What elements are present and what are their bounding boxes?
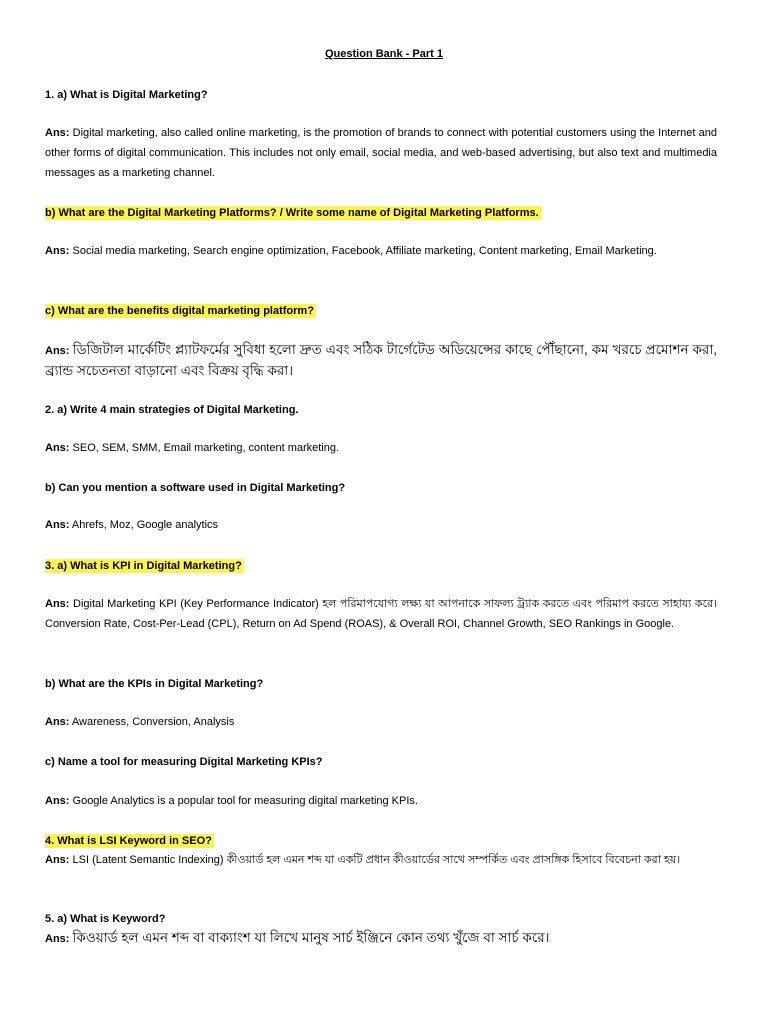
answer-label: Ans: <box>45 933 70 945</box>
answer-label: Ans: <box>45 127 70 139</box>
answer-1c <box>45 340 717 382</box>
answer-1a <box>45 123 717 183</box>
highlighted-question: 3. a) What is KPI in Digital Marketing? <box>45 560 242 572</box>
answer-text: Digital Marketing KPI (Key Performance Indicator) হল পরিমাপযোগ্য লক্ষ্য যা আপনাকে সাফল্য ট্র্যাক করতে এবং পরিমাপ করতে সাহায্য করে। Conversion Rate, Cost-Per-Lead (CPL), Return on Ad Spend (ROAS), & Overall ROI, Channel Growth, SEO Rankings in Google. <box>45 598 718 630</box>
answer-2b <box>45 515 717 535</box>
answer-text: LSI (Latent Semantic Indexing) কীওয়ার্ড হল এমন শব্দ যা একটি প্রধান কীওয়ার্ডের সাথে সম্পর্কিত এবং প্রাসঙ্গিক হিসাবে বিবেচনা করা হয়। <box>72 854 681 866</box>
answer-label: Ans: <box>45 854 70 866</box>
answer-3a <box>45 594 717 634</box>
question-2a: 2. a) Write 4 main strategies of Digital Marketing. <box>45 404 299 416</box>
question-2b: b) Can you mention a software used in Digital Marketing? <box>45 482 346 494</box>
answer-text: Ahrefs, Moz, Google analytics <box>71 519 219 531</box>
answer-text: Awareness, Conversion, Analysis <box>71 716 235 728</box>
answer-label: Ans: <box>45 519 70 531</box>
highlighted-question: b) What are the Digital Marketing Platforms? / Write some name of Digital Marketing Platforms. <box>45 207 539 219</box>
answer-text: SEO, SEM, SMM, Email marketing, content marketing. <box>72 442 340 454</box>
answer-2a <box>45 438 717 458</box>
answer-text: ডিজিটাল মার্কেটিং প্ল্যাটফর্মের সুবিধা হলো দ্রুত এবং সঠিক টার্গেটেড অডিয়েন্সের কাছে পৌঁছানো, কম খরচে প্রমোশন করা, ব্র্যান্ড সচেতনতা বাড়ানো এবং বিক্রয় বৃদ্ধি করা। <box>45 342 718 378</box>
answer-label: Ans: <box>45 598 70 610</box>
answer-text: Google Analytics is a popular tool for measuring digital marketing KPIs. <box>72 795 418 807</box>
question-4 <box>45 834 214 848</box>
answer-text: Digital marketing, also called online marketing, is the promotion of brands to connect with potential customers using the Internet and other forms of digital communication. This includes not only email, social media, and web-based advertising, but also text and multimedia messages as a marketing channel. <box>45 127 718 179</box>
page-title: Question Bank - Part 1 <box>325 48 443 60</box>
answer-text: কিওয়ার্ড হল এমন শব্দ বা বাক্যাংশ যা লিখে মানুষ সার্চ ইঞ্জিনে কোন তথ্য খুঁজে বা সার্চ করে। <box>72 930 550 945</box>
question-1c <box>45 304 316 318</box>
question-3c: c) Name a tool for measuring Digital Marketing KPIs? <box>45 756 323 768</box>
answer-5a <box>45 928 717 949</box>
answer-label: Ans: <box>45 245 70 257</box>
question-3a <box>45 559 244 573</box>
answer-4 <box>45 850 717 870</box>
answer-text: Social media marketing, Search engine optimization, Facebook, Affiliate marketing, Content marketing, Email Marketing. <box>72 245 657 257</box>
answer-3c <box>45 791 717 811</box>
question-3b: b) What are the KPIs in Digital Marketing? <box>45 678 264 690</box>
answer-1b <box>45 241 717 261</box>
highlighted-question: 4. What is LSI Keyword in SEO? <box>45 835 212 847</box>
highlighted-question: c) What are the benefits digital marketing platform? <box>45 305 314 317</box>
answer-label: Ans: <box>45 795 70 807</box>
answer-3b <box>45 712 717 732</box>
question-5a: 5. a) What is Keyword? <box>45 913 166 925</box>
question-1a: 1. a) What is Digital Marketing? <box>45 89 208 101</box>
answer-label: Ans: <box>45 345 70 357</box>
question-1b <box>45 206 541 220</box>
answer-label: Ans: <box>45 716 70 728</box>
answer-label: Ans: <box>45 442 70 454</box>
